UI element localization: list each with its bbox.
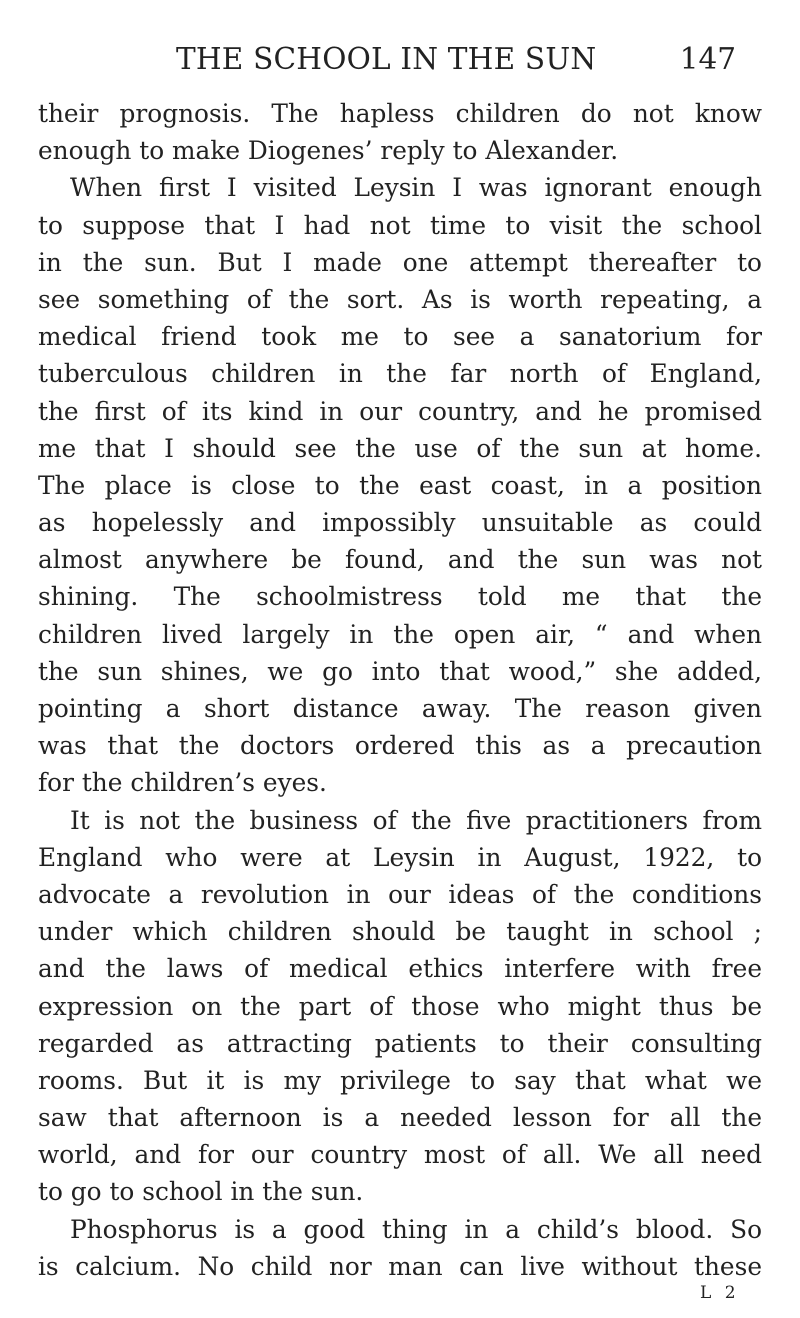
text-line: world, and for our country most of all. We all need <box>38 1140 762 1170</box>
text-line: advocate a revolution in our ideas of the conditions <box>38 879 762 909</box>
text-line: under which children should be taught in school ; <box>38 917 762 947</box>
text-line: in the sun. But I made one attempt thereafter to <box>38 247 762 277</box>
text-line: pointing a short distance away. The reason given <box>38 694 762 723</box>
text-line: almost anywhere be found, and the sun was not <box>38 545 762 575</box>
running-head <box>176 42 736 82</box>
text-line: rooms. But it is my privilege to say that what we <box>38 1065 762 1095</box>
text-line: for the children’s eyes. <box>38 768 327 798</box>
text-line: It is not the business of the five practitioners from <box>70 805 762 835</box>
text-line: to go to school in the sun. <box>38 1177 364 1207</box>
text-line: tuberculous children in the far north of England, <box>38 359 762 389</box>
text-line: When first I visited Leysin I was ignorant enough <box>70 173 762 203</box>
text-line: the sun shines, we go into that wood,” she added, <box>38 656 762 686</box>
signature-mark: L 2 <box>700 1283 740 1303</box>
page-number: 147 <box>679 42 736 76</box>
text-line: shining. The schoolmistress told me that the <box>38 582 762 612</box>
text-line: saw that afternoon is a needed lesson for all the <box>38 1103 762 1133</box>
body-text <box>38 95 762 1285</box>
text-line: see something of the sort. As is worth repeating, a <box>38 284 762 314</box>
text-line: as hopelessly and impossibly unsuitable as could <box>38 508 762 538</box>
text-line: enough to make Diogenes’ reply to Alexander. <box>38 136 619 166</box>
text-line: medical friend took me to see a sanatorium for <box>38 322 762 352</box>
text-line: was that the doctors ordered this as a precaution <box>38 731 762 761</box>
text-line: Phosphorus is a good thing in a child’s blood. So <box>70 1214 762 1244</box>
text-line: The place is close to the east coast, in a position <box>38 470 762 500</box>
text-line: and the laws of medical ethics interfere with free <box>38 954 762 984</box>
text-line: to suppose that I had not time to visit the school <box>38 210 762 240</box>
text-line: their prognosis. The hapless children do not know <box>38 99 762 128</box>
text-line: me that I should see the use of the sun at home. <box>38 433 762 463</box>
text-line: regarded as attracting patients to their consulting <box>38 1028 762 1058</box>
text-line: the first of its kind in our country, and he promised <box>38 396 762 426</box>
text-line: expression on the part of those who might thus be <box>38 991 762 1021</box>
text-line: England who were at Leysin in August, 1922, to <box>38 842 762 872</box>
text-line: is calcium. No child nor man can live without these <box>38 1251 762 1281</box>
text-line: children lived largely in the open air, “ and when <box>38 619 762 649</box>
running-title: THE SCHOOL IN THE SUN <box>176 42 597 76</box>
